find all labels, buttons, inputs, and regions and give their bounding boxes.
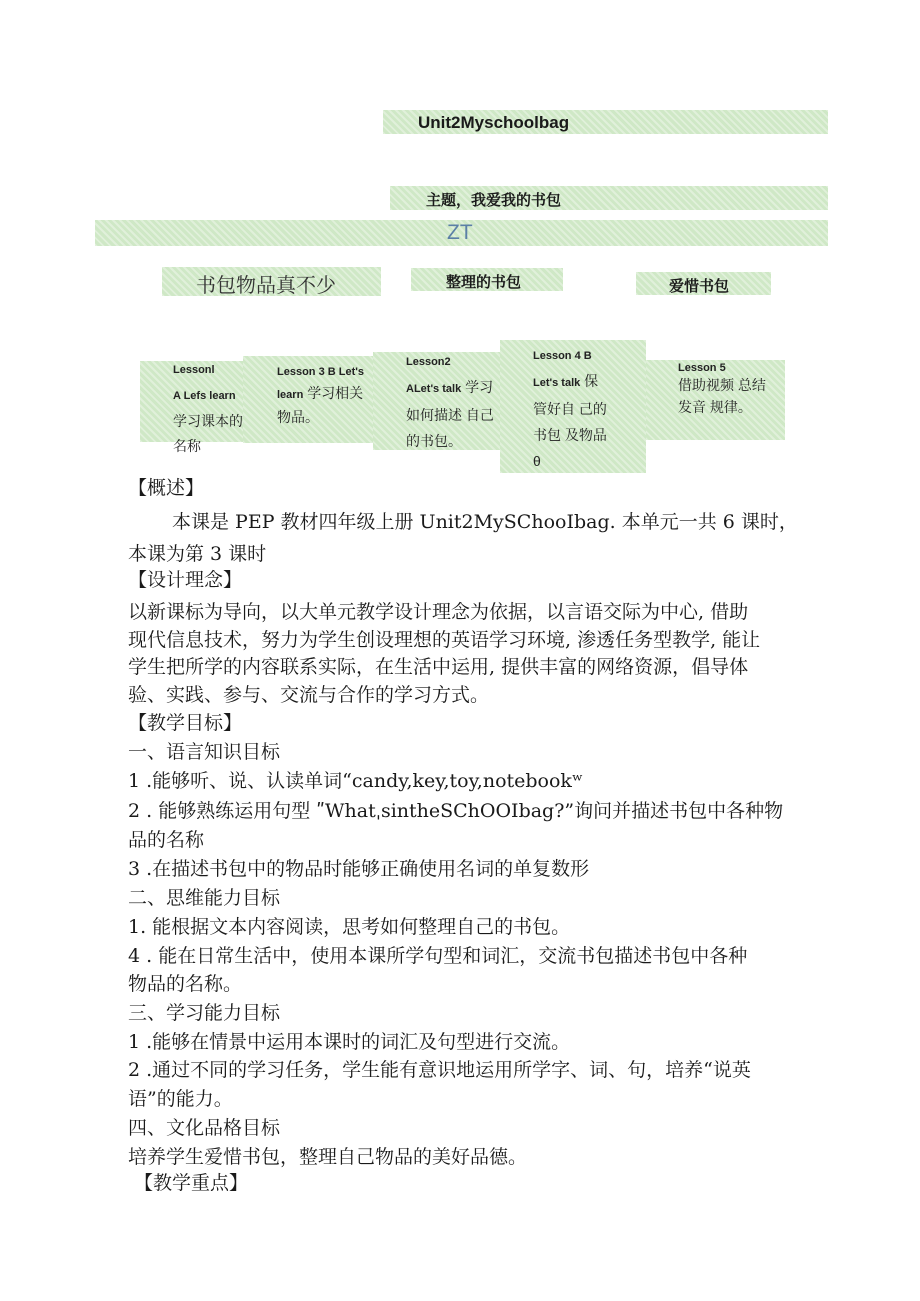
subtopic-1: 书包物品真不少 (196, 275, 336, 297)
lesson-4-en: Let's talk (533, 377, 581, 389)
subtopic-3: 爱惜书包 (669, 278, 730, 295)
goal-1-item-3: 3 .在描述书包中的物品时能够正确使用名词的单复数形 (128, 858, 590, 880)
lesson-1-title: Lessonl (173, 364, 215, 376)
goal-3-heading: 三、学习能力目标 (128, 1002, 281, 1024)
lesson-box-3 (373, 352, 503, 450)
lesson-1-text: 学习课本的名称 (173, 413, 243, 454)
lesson-box-5 (646, 360, 785, 440)
lesson-2-text: 学习相关物品。 (277, 385, 364, 425)
design-line-4: 验、实践、参与、交流与合作的学习方式。 (128, 684, 490, 706)
key-points-heading: 【教学重点】 (134, 1172, 249, 1194)
goal-2-item-2b: 物品的名称。 (128, 973, 243, 995)
lesson-5-text: 借助视频 总结发音 规律。 (678, 377, 766, 415)
zt-label: ZT (447, 221, 473, 244)
lesson-4-text: 保管好自 己的书包 及物品 θ (533, 373, 607, 469)
design-line-2: 现代信息技术，努力为学生创设理想的英语学习环境, 渗透任务型教学, 能让 (128, 629, 761, 651)
lesson-3-en: ALet's talk (406, 383, 462, 395)
goal-2-heading: 二、思维能力目标 (128, 887, 281, 909)
lesson-3-text: 学习如何描述 自己的书包。 (406, 379, 494, 449)
design-heading: 【设计理念】 (128, 569, 243, 591)
lesson-4-title: Lesson 4 B (533, 350, 592, 362)
goal-1-item-1: 1 .能够听、说、认读单词“candy,key,toy,notebookʷ (128, 770, 584, 792)
subtopic-2: 整理的书包 (446, 274, 522, 291)
lesson-box-2 (243, 356, 374, 443)
lesson-5-title: Lesson 5 (678, 362, 726, 374)
goal-4-heading: 四、文化品格目标 (128, 1117, 281, 1139)
design-line-3: 学生把所学的内容联系实际，在生活中运用, 提供丰富的网络资源，倡导体 (128, 656, 749, 678)
lesson-2-title: Lesson 3 B Let's (277, 366, 364, 378)
lesson-1-en: A Lefs learn (173, 390, 236, 402)
goal-4-item-1: 培养学生爱惜书包，整理自己物品的美好品德。 (128, 1146, 528, 1168)
theme-label: 主题，我爱我的书包 (426, 192, 562, 209)
goal-2-item-1: 1. 能根据文本内容阅读，思考如何整理自己的书包。 (128, 916, 571, 938)
lesson-3-title: Lesson2 (406, 356, 451, 368)
goal-2-item-2a: 4 . 能在日常生活中，使用本课所学句型和词汇，交流书包描述书包中各种 (128, 945, 748, 967)
goal-3-item-2b: 语”的能力。 (128, 1088, 233, 1110)
goal-1-item-2a: 2 . 能够熟练运用句型 ʺWhatˌsintheSChOOIbag?”询问并描述书包中各种物 (128, 800, 784, 822)
goal-3-item-1: 1 .能够在情景中运用本课时的词汇及句型进行交流。 (128, 1031, 571, 1053)
lesson-box-1 (140, 361, 243, 454)
overview-line-1: 本课是 PEP 教材四年级上册 Unit2MySChooIbag. 本单元一共 6 课时， (172, 511, 798, 533)
overview-heading: 【概述】 (128, 477, 205, 499)
unit-title: Unit2Myschoolbag (418, 113, 570, 132)
overview-line-2: 本课为第 3 课时 (128, 543, 267, 565)
goal-1-item-2b: 品的名称 (128, 829, 205, 851)
design-line-1: 以新课标为导向，以大单元教学设计理念为依据，以言语交际为中心, 借助 (128, 601, 749, 623)
lesson-box-4 (500, 340, 646, 473)
goal-3-item-2a: 2 .通过不同的学习任务，学生能有意识地运用所学字、词、句，培养“说英 (128, 1059, 751, 1081)
goal-1-heading: 一、语言知识目标 (128, 741, 281, 763)
lesson-2-en: learn (277, 389, 304, 401)
goals-heading: 【教学目标】 (128, 712, 243, 734)
